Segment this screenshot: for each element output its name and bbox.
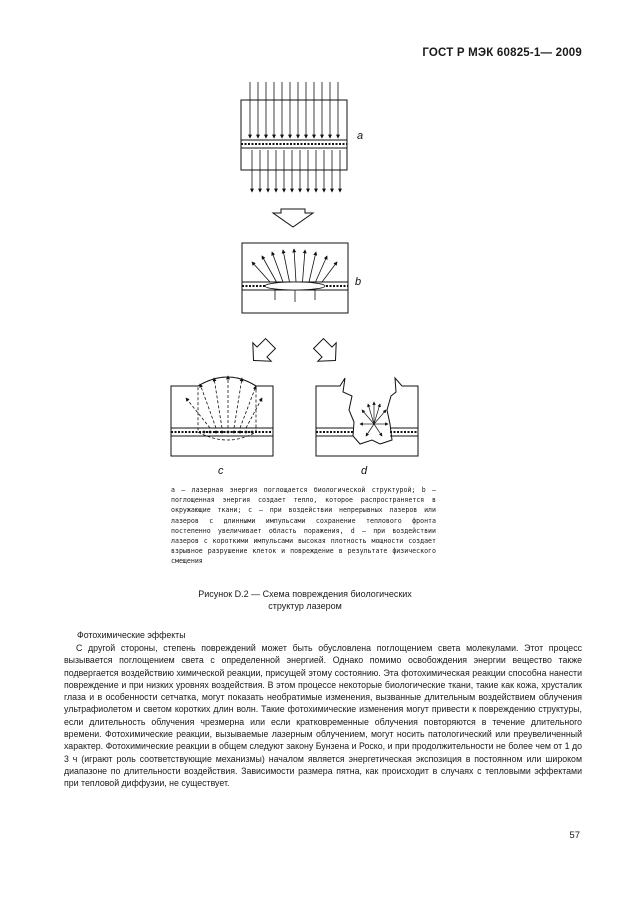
document-standard-header: ГОСТ Р МЭК 60825-1— 2009 bbox=[422, 47, 582, 59]
figure-legend-text: a — лазерная энергия поглощается биологической структурой; b — поглощенная энергия создает тепло, которое распространяется в окружающие ткани; c — при воздействии непрерывных лазеров или лазеров с длинными импульсами сохранение теплового фронта постепенно увеличивает область поражения, d — при воздействии лазеров с короткими импульсами высокая плотность мощности создает взрывное разрушение клеток и повреждение в результате физического смещения bbox=[171, 486, 436, 566]
panel-a bbox=[241, 82, 363, 192]
heat-dot bbox=[251, 431, 254, 434]
section-title: Фотохимические эффекты bbox=[77, 630, 186, 640]
panel-label-b: b bbox=[355, 276, 362, 288]
heat-dot bbox=[203, 431, 206, 434]
transition-arrow-down bbox=[273, 209, 313, 227]
figure-arrow bbox=[303, 250, 306, 282]
heat-dot bbox=[215, 431, 218, 434]
figure-arrow bbox=[234, 378, 242, 428]
figure-arrow bbox=[374, 424, 382, 436]
heat-dot bbox=[239, 431, 242, 434]
panel-c bbox=[171, 376, 273, 477]
figure-arrow bbox=[283, 250, 290, 282]
transition-arrow-left bbox=[244, 334, 279, 369]
figure-arrow bbox=[294, 249, 296, 282]
figure-caption bbox=[150, 588, 460, 612]
panel-label-a: a bbox=[357, 130, 364, 142]
figure-arrow bbox=[366, 424, 374, 436]
figure-arrow bbox=[200, 384, 216, 428]
figure-arrow bbox=[262, 256, 277, 282]
heat-dot bbox=[227, 431, 230, 434]
section-paragraph: С другой стороны, степень повреждений может быть обусловлена поглощением света молекулами. Этот процесс вызывается поглощением света с определенной энергией. Однако помимо освобождения энергии вещество также подвергается воздействию химической реакции, присущей этому состоянию. Эта фотохимическая реакции способна нанести повреждение и при низких уровнях воздействия. В этом процессе некоторые биологические ткани, такие как кожа, хрусталик глаза и в особенности сетчатка, могут показать необратимые изменения, вызванные длительным воздействием облучения ультрафиолетом и светом коротких длин волн. Такие фотохимические изменения могут привести к повреждению структуры, если длительность облучения чрезмерна или если кратковременные облучения повторяются в течение длительного времени. Фотохимические реакции, вызываемые лазерным облучением, могут носить патологический или преувеличенный характер. Фотохимические реакции в общем следуют закону Бунзена и Роско, и при продолжительности не более чем от 1 до 3 ч (играют роль соответствующие механизмы) началом является энергетическая экспозиция в постоянном или широком диапазоне по длительности воздействия. Зависимости размера пятна, как происходит в случаях с тепловыми эффектами при тепловой диффузии, не существует. bbox=[64, 643, 582, 789]
heat-dot bbox=[233, 431, 236, 434]
figure-caption-line-1: Рисунок D.2 — Схема повреждения биологических bbox=[198, 589, 412, 599]
transition-arrow-right bbox=[309, 334, 344, 369]
figure-arrow bbox=[240, 386, 256, 428]
figure-caption-line-2: структур лазером bbox=[268, 601, 342, 611]
heat-dot bbox=[245, 431, 248, 434]
panel-label-d: d bbox=[361, 465, 368, 477]
heat-dot bbox=[209, 431, 212, 434]
figure-arrow bbox=[309, 252, 316, 282]
page-number: 57 bbox=[569, 830, 580, 841]
figure-arrow bbox=[246, 398, 262, 428]
panel-label-c: c bbox=[218, 465, 224, 477]
figure-legend bbox=[171, 485, 436, 567]
heat-dot bbox=[221, 431, 224, 434]
panel-d bbox=[316, 378, 418, 477]
panel-b bbox=[242, 243, 361, 313]
figure-arrow bbox=[322, 262, 337, 282]
figure-arrow bbox=[214, 378, 222, 428]
